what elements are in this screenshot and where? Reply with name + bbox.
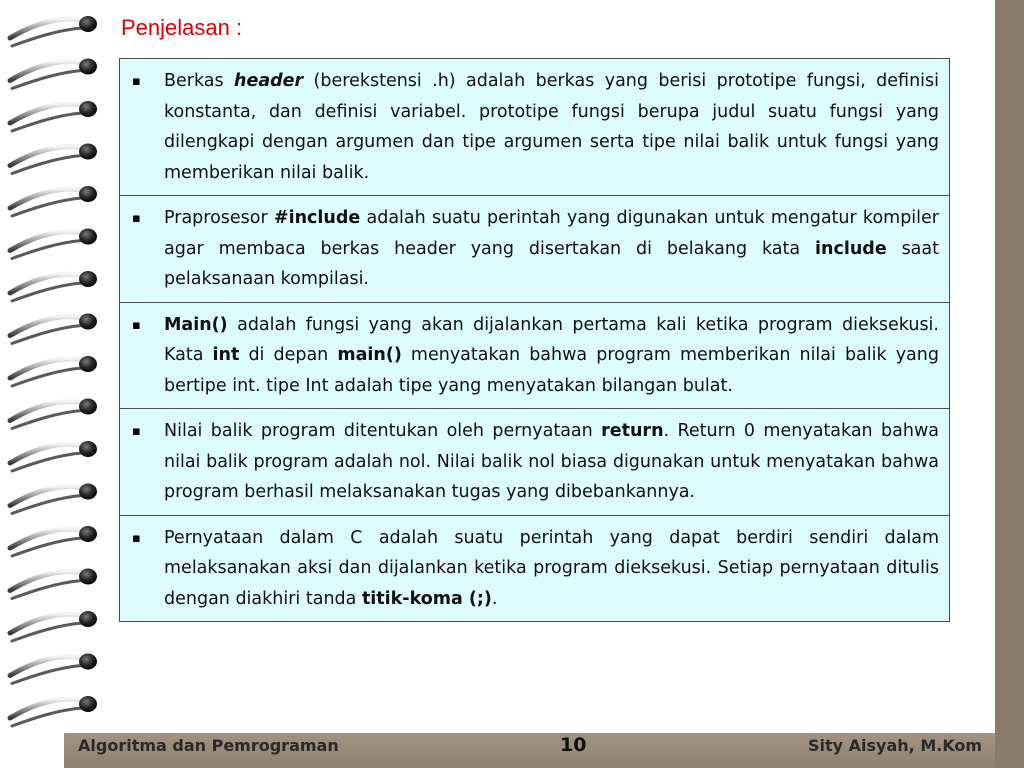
item-text: adalah suatu perintah yang digunakan untuk mengatur kompiler agar membaca berkas header yang disertakan di belakang kata bbox=[164, 208, 939, 259]
item-text: Praprosesor bbox=[164, 208, 274, 228]
item-text: Nilai balik program ditentukan oleh pernyataan bbox=[164, 421, 602, 441]
footer-course-title: Algoritma dan Pemrograman bbox=[78, 736, 339, 755]
binding-hole bbox=[79, 569, 97, 585]
item-keyword: header bbox=[234, 71, 304, 91]
binding-hole bbox=[79, 186, 97, 202]
bullet-icon: ▪ bbox=[132, 530, 141, 546]
binding-hole bbox=[79, 144, 97, 160]
item-keyword: main() bbox=[337, 345, 402, 365]
item-keyword: #include bbox=[273, 208, 361, 228]
item-text: adalah fungsi yang akan dijalankan pertama kali ketika program dieksekusi. Kata bbox=[164, 314, 939, 365]
binding-hole bbox=[79, 229, 97, 245]
explanation-item bbox=[120, 409, 949, 516]
explanation-item bbox=[120, 196, 949, 303]
item-text: . Return 0 menyatakan bahwa nilai balik program adalah nol. Nilai balik nol biasa digunakan untuk menyatakan bahwa program berhasil melaksanakan tugas yang dibebankannya. bbox=[164, 421, 939, 502]
explanation-item bbox=[120, 59, 949, 196]
item-keyword: include bbox=[815, 238, 887, 259]
item-text: Berkas bbox=[164, 71, 235, 91]
bullet-icon: ▪ bbox=[132, 317, 141, 333]
binding-hole bbox=[79, 484, 97, 500]
binding-hole bbox=[79, 696, 97, 712]
item-keyword: return bbox=[601, 421, 664, 441]
binding-hole bbox=[79, 356, 97, 372]
item-text: saat pelaksanaan kompilasi. bbox=[164, 238, 939, 289]
binding-hole bbox=[79, 611, 97, 627]
explanation-item bbox=[120, 516, 949, 622]
right-frame-band bbox=[995, 0, 1024, 768]
explanation-list bbox=[119, 58, 950, 622]
bullet-icon: ▪ bbox=[132, 211, 141, 226]
footer-page-number: 10 bbox=[560, 734, 587, 756]
binding-hole bbox=[79, 271, 97, 287]
binding-hole bbox=[79, 399, 97, 415]
item-keyword: int bbox=[212, 345, 240, 365]
binding-hole bbox=[79, 314, 97, 330]
slide-title: Penjelasan : bbox=[121, 15, 243, 40]
explanation-item bbox=[120, 303, 949, 410]
item-text: di depan bbox=[239, 345, 338, 365]
binding-hole bbox=[79, 654, 97, 670]
item-keyword: titik-koma (;) bbox=[361, 588, 492, 609]
item-text: menyatakan bahwa program memberikan nilai balik yang bertipe int. tipe Int adalah tipe yang menyatakan bilangan bulat. bbox=[164, 345, 939, 396]
binding-hole bbox=[79, 441, 97, 457]
item-text: Pernyataan dalam C adalah suatu perintah yang dapat berdiri sendiri dalam melaksanakan aksi dan dijalankan ketika program dieksekusi. Setiap pernyataan ditulis dengan diakhiri tanda bbox=[164, 527, 939, 609]
binding-hole bbox=[79, 59, 97, 75]
item-keyword: Main() bbox=[164, 314, 228, 335]
binding-hole bbox=[79, 16, 97, 32]
binding-hole bbox=[79, 526, 97, 542]
item-text: (berekstensi .h) adalah berkas yang berisi prototipe fungsi, definisi konstanta, dan definisi variabel. prototipe fungsi berupa judul suatu fungsi yang dilengkapi dengan argumen dan tipe argumen serta tipe nilai balik untuk fungsi yang memberikan nilai balik. bbox=[164, 71, 939, 183]
binding-hole bbox=[79, 101, 97, 117]
footer-author: Sity Aisyah, M.Kom bbox=[808, 736, 983, 755]
spiral-binding-icon bbox=[0, 0, 110, 768]
bullet-icon: ▪ bbox=[132, 74, 141, 89]
bullet-icon: ▪ bbox=[132, 424, 141, 439]
item-text: . bbox=[491, 588, 498, 609]
